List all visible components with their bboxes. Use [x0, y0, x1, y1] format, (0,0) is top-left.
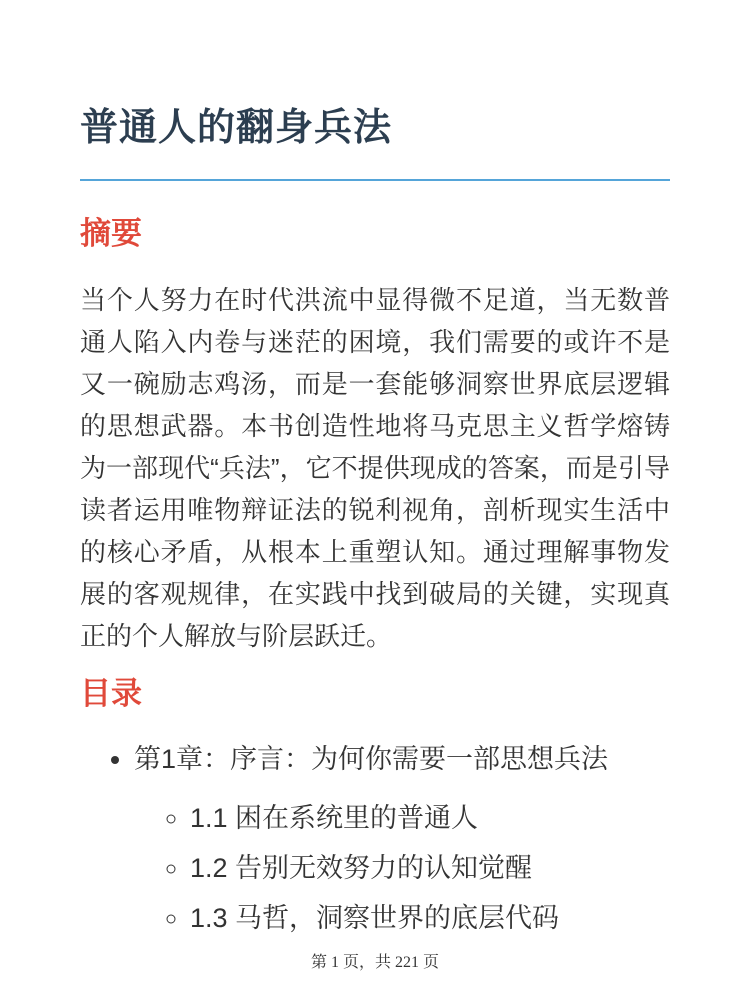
abstract-heading: 摘要 [80, 215, 142, 251]
document-title: 普通人的翻身兵法 [80, 104, 670, 181]
toc-section-item: ◦ 1.2 告别无效努力的认知觉醒 [190, 847, 670, 890]
toc-list [80, 738, 670, 940]
toc-section-item: ◦ 1.3 马哲，洞察世界的底层代码 [190, 897, 670, 940]
page-number-footer: 第 1 页，共 221 页 [310, 954, 439, 971]
toc-heading: 目录 [80, 676, 142, 712]
abstract-paragraph: 当个人努力在时代洪流中显得微不足道，当无数普通人陷入内卷与迷茫的困境，我们需要的或许不是又一碗励志鸡汤，而是一套能够洞察世界底层逻辑的思想武器。本书创造性地将马克思主义哲学熔铸为一部现代“兵法”，它不提供现成的答案，而是引导读者运用唯物辩证法的锐利视角，剖析现实生活中的核心矛盾，从根本上重塑认知。通过理解事物发展的客观规律，在实践中找到破局的关键，实现真正的个人解放与阶层跃迁。 [80, 285, 670, 652]
toc-chapter-item: • 第1章：序言：为何你需要一部思想兵法 ◦ 1.1 困在系统里的普通人 ◦ 1.2 告别无效努力的认知觉醒 ◦ 1.3 马哲，洞察世界的底层代码 [134, 738, 670, 940]
toc-section-list [134, 797, 670, 940]
toc-section-item: ◦ 1.1 困在系统里的普通人 [190, 797, 670, 840]
